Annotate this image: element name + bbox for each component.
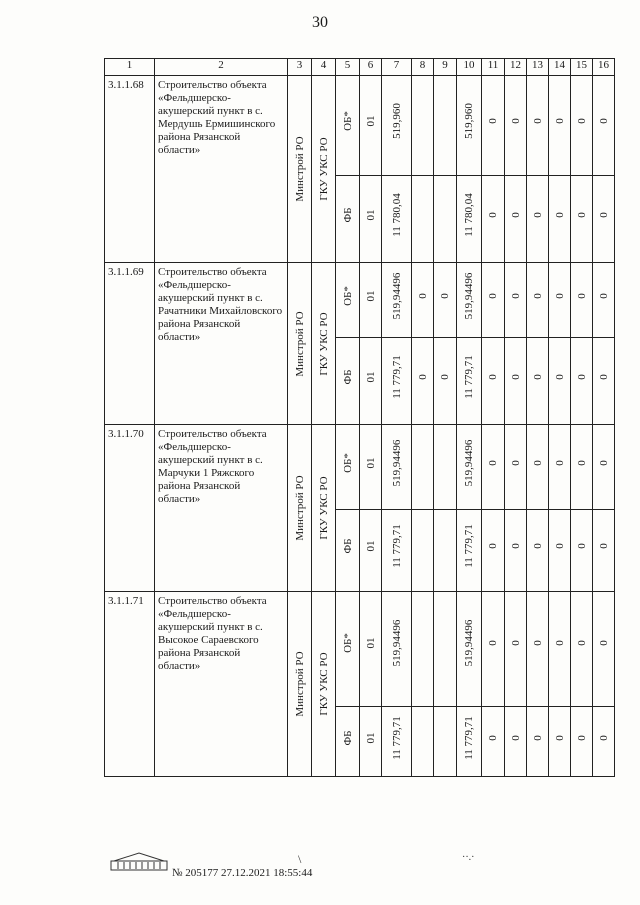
value-cell-c5 (336, 338, 360, 425)
value-text: 0 (531, 640, 544, 647)
value-text: 0 (575, 460, 588, 466)
value-cell-c8 (412, 707, 434, 777)
responsible-ministry-cell (288, 425, 312, 592)
page-number: 30 (312, 14, 328, 31)
value-text: 01 (364, 637, 377, 649)
responsible-ministry-cell (288, 76, 312, 263)
header-cell: 12 (505, 59, 527, 76)
value-text: 519,94496 (463, 439, 475, 487)
value-text: 519,960 (390, 102, 403, 139)
value-cell-c6 (360, 425, 382, 510)
value-text: 0 (597, 460, 610, 466)
executor-cell (312, 592, 336, 777)
value-cell-c5 (336, 592, 360, 707)
value-text: 0 (487, 543, 499, 550)
value-text: 0 (509, 640, 522, 647)
value-cell-c15 (571, 425, 593, 510)
value-cell-c16 (593, 76, 615, 176)
value-cell-c12 (505, 263, 527, 338)
header-cell: 6 (360, 59, 382, 76)
value-text: ОБ* (341, 110, 354, 131)
value-cell-c14 (549, 263, 571, 338)
value-text: ФБ (341, 730, 354, 746)
header-cell: 4 (312, 59, 336, 76)
value-text: ОБ* (341, 633, 354, 654)
value-text: 0 (597, 117, 610, 124)
value-text: 0 (597, 543, 610, 550)
document-seal-stamp (110, 851, 168, 871)
value-text: 01 (364, 115, 377, 127)
name-cell: Строительство объекта «Фельдшерско-акушерский пункт в с. Рачатники Михайловского района Рязанской области» (155, 263, 288, 425)
header-cell: 1 (105, 59, 155, 76)
value-cell-c12 (505, 707, 527, 777)
value-text: 11 779,71 (463, 524, 475, 569)
value-text: 0 (531, 373, 544, 380)
value-cell-c9 (434, 425, 457, 510)
value-text: 0 (553, 211, 566, 218)
value-cell-c13 (527, 592, 549, 707)
value-text: 0 (531, 211, 544, 218)
header-cell: 11 (482, 59, 505, 76)
value-cell-c5 (336, 707, 360, 777)
name-cell: Строительство объекта «Фельдшерско-акушерский пункт в с. Марчуки 1 Ряжского района Рязанской области» (155, 425, 288, 592)
value-cell-c12 (505, 510, 527, 592)
value-cell-c15 (571, 176, 593, 263)
value-cell-c9 (434, 510, 457, 592)
value-cell-c8 (412, 263, 434, 338)
value-text: 519,94496 (463, 619, 475, 667)
value-cell-c13 (527, 338, 549, 425)
value-cell-c5 (336, 263, 360, 338)
value-text: 0 (509, 211, 522, 218)
value-text: ФБ (341, 538, 354, 554)
value-cell-c10 (457, 592, 482, 707)
budget-table (104, 58, 615, 777)
header-cell: 7 (382, 59, 412, 76)
value-text: 01 (364, 457, 377, 469)
value-cell-c11 (482, 592, 505, 707)
value-text: 0 (575, 293, 588, 300)
executor-cell (312, 263, 336, 425)
value-cell-c15 (571, 592, 593, 707)
value-cell-c7 (382, 425, 412, 510)
value-text: 519,94496 (463, 272, 475, 320)
code-cell: 3.1.1.70 (105, 425, 155, 592)
value-cell-c10 (457, 425, 482, 510)
value-text: 0 (509, 293, 522, 300)
value-text: 11 779,71 (390, 716, 403, 760)
value-text: 01 (364, 290, 377, 302)
value-cell-c14 (549, 707, 571, 777)
value-text: 0 (553, 117, 566, 124)
pen-mark: ··.· (462, 852, 475, 863)
value-text: 01 (364, 371, 377, 383)
value-cell-c7 (382, 592, 412, 707)
value-text: 01 (364, 209, 377, 221)
value-cell-c11 (482, 76, 505, 176)
value-text: 0 (439, 293, 451, 300)
header-cell: 13 (527, 59, 549, 76)
responsible-ministry-cell (288, 263, 312, 425)
value-text: 0 (531, 293, 544, 300)
header-cell: 3 (288, 59, 312, 76)
value-cell-c6 (360, 176, 382, 263)
value-cell-c12 (505, 76, 527, 176)
value-cell-c9 (434, 263, 457, 338)
value-text: 0 (597, 211, 610, 218)
value-cell-c12 (505, 338, 527, 425)
value-cell-c15 (571, 707, 593, 777)
value-cell-c16 (593, 425, 615, 510)
value-text: 0 (509, 460, 522, 466)
value-cell-c13 (527, 510, 549, 592)
value-text: 0 (553, 735, 566, 741)
value-text: 0 (553, 293, 566, 300)
value-text: 0 (509, 735, 522, 741)
value-text: 0 (575, 640, 588, 647)
responsible-ministry-text: Минстрой РО (293, 475, 306, 541)
value-text: 519,94496 (390, 272, 403, 320)
value-cell-c14 (549, 510, 571, 592)
header-cell: 15 (571, 59, 593, 76)
value-text: 0 (509, 117, 522, 124)
value-text: ФБ (341, 207, 354, 223)
value-text: 0 (531, 117, 544, 124)
value-cell-c14 (549, 338, 571, 425)
value-cell-c15 (571, 76, 593, 176)
value-cell-c11 (482, 263, 505, 338)
value-cell-c15 (571, 510, 593, 592)
value-text: 0 (487, 373, 499, 380)
value-cell-c11 (482, 338, 505, 425)
value-text: 0 (531, 543, 544, 550)
executor-cell (312, 76, 336, 263)
executor-text: ГКУ УКС РО (317, 311, 330, 376)
value-cell-c5 (336, 76, 360, 176)
value-text: 0 (575, 373, 588, 380)
table-row (105, 263, 615, 338)
value-text: 11 780,04 (390, 192, 403, 237)
value-text: 0 (575, 117, 588, 124)
responsible-ministry-cell (288, 592, 312, 777)
registration-stamp-text: № 205177 27.12.2021 18:55:44 (172, 867, 313, 879)
value-cell-c7 (382, 707, 412, 777)
header-cell: 10 (457, 59, 482, 76)
value-text: 0 (509, 543, 522, 550)
table-row (105, 592, 615, 707)
value-text: 0 (597, 640, 610, 647)
executor-text: ГКУ УКС РО (317, 476, 330, 540)
header-cell: 16 (593, 59, 615, 76)
value-text: 0 (487, 640, 499, 647)
value-text: 0 (597, 735, 610, 741)
header-cell: 2 (155, 59, 288, 76)
value-cell-c11 (482, 510, 505, 592)
value-cell-c12 (505, 425, 527, 510)
responsible-ministry-text: Минстрой РО (293, 136, 306, 202)
value-cell-c13 (527, 263, 549, 338)
value-cell-c5 (336, 176, 360, 263)
value-text: 0 (553, 373, 566, 380)
value-cell-c15 (571, 338, 593, 425)
value-text: ОБ* (341, 452, 354, 473)
value-cell-c6 (360, 263, 382, 338)
code-cell: 3.1.1.68 (105, 76, 155, 263)
value-cell-c16 (593, 263, 615, 338)
value-cell-c14 (549, 176, 571, 263)
value-cell-c10 (457, 76, 482, 176)
value-cell-c6 (360, 338, 382, 425)
code-cell: 3.1.1.71 (105, 592, 155, 777)
pen-mark: \ (298, 852, 302, 866)
value-text: 0 (416, 293, 429, 300)
value-text: 0 (487, 293, 499, 300)
value-cell-c14 (549, 592, 571, 707)
value-cell-c16 (593, 592, 615, 707)
value-cell-c12 (505, 592, 527, 707)
value-text: 11 779,71 (463, 354, 475, 399)
header-cell: 8 (412, 59, 434, 76)
value-cell-c7 (382, 338, 412, 425)
value-cell-c10 (457, 338, 482, 425)
value-cell-c8 (412, 510, 434, 592)
value-cell-c6 (360, 76, 382, 176)
value-cell-c11 (482, 425, 505, 510)
value-text: 519,94496 (390, 619, 403, 667)
value-cell-c9 (434, 338, 457, 425)
value-cell-c10 (457, 263, 482, 338)
value-text: 11 779,71 (463, 716, 475, 760)
header-row (105, 59, 615, 76)
value-cell-c5 (336, 510, 360, 592)
value-cell-c7 (382, 510, 412, 592)
value-cell-c12 (505, 176, 527, 263)
executor-text: ГКУ УКС РО (317, 137, 330, 201)
value-cell-c8 (412, 592, 434, 707)
value-cell-c9 (434, 707, 457, 777)
executor-cell (312, 425, 336, 592)
value-text: 0 (487, 211, 499, 218)
value-cell-c8 (412, 176, 434, 263)
value-cell-c11 (482, 707, 505, 777)
responsible-ministry-text: Минстрой РО (293, 651, 306, 717)
value-text: 0 (487, 460, 499, 466)
table-row (105, 425, 615, 510)
value-cell-c7 (382, 76, 412, 176)
value-cell-c6 (360, 510, 382, 592)
value-cell-c16 (593, 176, 615, 263)
name-cell: Строительство объекта «Фельдшерско-акушерский пункт в с. Высокое Сараевского района Рязанской области» (155, 592, 288, 777)
value-cell-c14 (549, 76, 571, 176)
value-text: 0 (553, 543, 566, 550)
value-text: 01 (364, 540, 377, 552)
code-cell: 3.1.1.69 (105, 263, 155, 425)
value-cell-c8 (412, 76, 434, 176)
value-cell-c13 (527, 176, 549, 263)
header-cell: 9 (434, 59, 457, 76)
value-text: 519,94496 (390, 439, 403, 487)
value-cell-c9 (434, 592, 457, 707)
value-cell-c13 (527, 425, 549, 510)
value-cell-c16 (593, 338, 615, 425)
value-text: 0 (553, 460, 566, 466)
value-cell-c13 (527, 76, 549, 176)
header-cell: 5 (336, 59, 360, 76)
value-cell-c11 (482, 176, 505, 263)
value-cell-c8 (412, 338, 434, 425)
value-text: 0 (597, 293, 610, 300)
value-text: 0 (509, 373, 522, 380)
value-text: 11 779,71 (390, 524, 403, 569)
value-cell-c6 (360, 592, 382, 707)
table-row (105, 76, 615, 176)
responsible-ministry-text: Минстрой РО (293, 310, 306, 377)
value-cell-c15 (571, 263, 593, 338)
value-text: 0 (487, 117, 499, 124)
value-text: 0 (575, 543, 588, 550)
value-text: ОБ* (341, 286, 354, 307)
value-cell-c10 (457, 707, 482, 777)
value-text: 0 (531, 460, 544, 466)
value-cell-c7 (382, 263, 412, 338)
value-cell-c14 (549, 425, 571, 510)
value-cell-c6 (360, 707, 382, 777)
value-text: 0 (531, 735, 544, 741)
value-text: 11 780,04 (463, 192, 475, 237)
value-text: 0 (487, 735, 499, 741)
value-text: 01 (364, 732, 377, 744)
value-text: 11 779,71 (390, 354, 403, 399)
value-text: 0 (553, 640, 566, 647)
value-text: ФБ (341, 369, 354, 385)
name-cell: Строительство объекта «Фельдшерско-акушерский пункт в с. Мердушь Ермишинского района Рязанской области» (155, 76, 288, 263)
value-cell-c9 (434, 76, 457, 176)
value-cell-c10 (457, 176, 482, 263)
value-cell-c8 (412, 425, 434, 510)
value-cell-c5 (336, 425, 360, 510)
value-cell-c16 (593, 510, 615, 592)
value-text: 0 (597, 373, 610, 380)
value-cell-c13 (527, 707, 549, 777)
value-text: 0 (439, 373, 451, 380)
value-text: 0 (575, 211, 588, 218)
executor-text: ГКУ УКС РО (317, 652, 330, 716)
value-text: 519,960 (463, 102, 475, 139)
value-text: 0 (416, 373, 429, 380)
value-cell-c10 (457, 510, 482, 592)
value-cell-c9 (434, 176, 457, 263)
value-cell-c16 (593, 707, 615, 777)
value-cell-c7 (382, 176, 412, 263)
header-cell: 14 (549, 59, 571, 76)
value-text: 0 (575, 735, 588, 741)
